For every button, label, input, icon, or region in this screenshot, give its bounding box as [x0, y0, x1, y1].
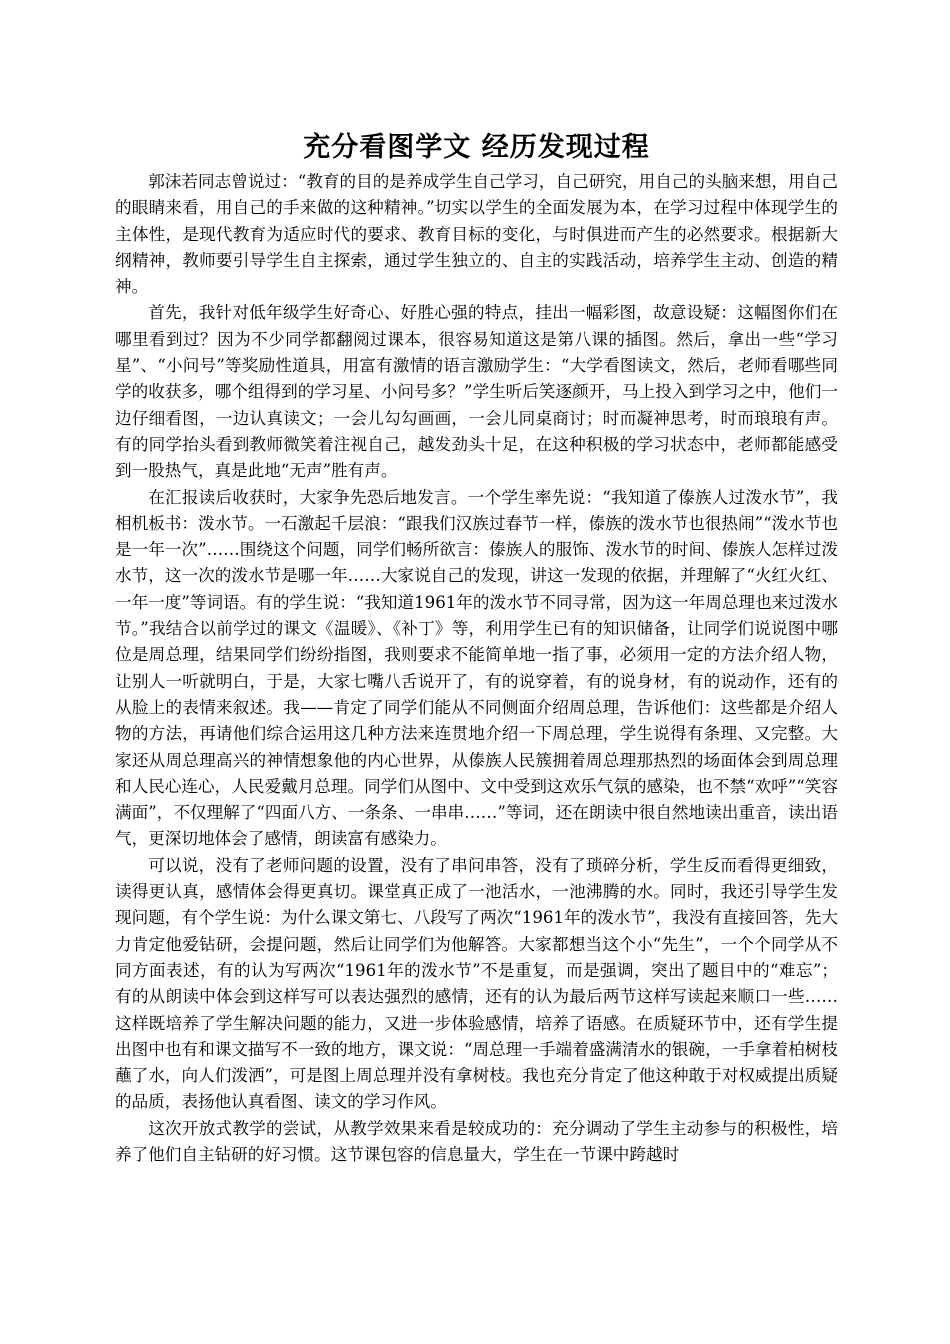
paragraph-2: 首先，我针对低年级学生好奇心、好胜心强的特点，挂出一幅彩图，故意设疑：这幅图你们在哪里看到过？因为不少同学都翻阅过课本，很容易知道这是第八课的插图。然后，拿出一些“学习星”、“小问号”等奖励性道具，用富有激情的语言激励学生：“大学看图读文，然后，老师看哪些同学的收获多，哪个组得到的学习星、小问号多？”学生听后笑逐颜开，马上投入到学习之中，他们一边仔细看图，一边认真读文；一会儿勾勾画画，一会儿同桌商讨；时而凝神思考，时而琅琅有声。有的同学抬头看到教师微笑着注视自己，越发劲头十足，在这种积极的学习状态中，老师都能感受到一股热气，真是此地“无声”胜有声。 — [115, 303, 838, 481]
paragraph-4: 可以说，没有了老师问题的设置，没有了串问串答，没有了琐碎分析，学生反而看得更细致，读得更认真，感情体会得更真切。课堂真正成了一池活水，一池沸腾的水。同时，我还引导学生发现问题，有个学生说：为什么课文第七、八段写了两次“1961年的泼水节”，我没有直接回答，先大力肯定他爱钻研，会提问题，然后让同学们为他解答。大家都想当这个小“先生”，一个个同学从不同方面表述，有的认为写两次“1961年的泼水节”不是重复，而是强调，突出了题目中的“难忘”；有的从朗读中体会到这样写可以表达强烈的感情，还有的认为最后两节这样写读起来顺口一些……这样既培养了学生解决问题的能力，又进一步体验感情，培养了语感。在质疑环节中，还有学生提出图中也有和课文描写不一致的地方，课文说：“周总理一手端着盛满清水的银碗，一手拿着柏树枝蘸了水，向人们泼洒”，可是图上周总理并没有拿树枝。我也充分肯定了他这种敢于对权威提出质疑的品质，表扬他认真看图、读文的学习作风。 — [115, 855, 838, 1112]
paragraph-5: 这次开放式教学的尝试，从教学效果来看是较成功的：充分调动了学生主动参与的积极性，培养了他们自主钻研的好习惯。这节课包容的信息量大，学生在一节课中跨越时 — [115, 1118, 838, 1164]
paragraph-1: 郭沫若同志曾说过：“教育的目的是养成学生自己学习，自己研究，用自己的头脑来想，用自己的眼睛来看，用自己的手来做的这种精神。”切实以学生的全面发展为本，在学习过程中体现学生的主体性，是现代教育为适应时代的要求、教育目标的变化，与时俱进而产生的必然要求。根据新大纲精神，教师要引导学生自主探索，通过学生独立的、自主的实践活动，培养学生主动、创造的精神。 — [115, 172, 838, 297]
paragraph-3: 在汇报读后收获时，大家争先恐后地发言。一个学生率先说：“我知道了傣族人过泼水节”，我相机板书：泼水节。一石激起千层浪：“跟我们汉族过春节一样，傣族的泼水节也很热闹”“泼水节也是一年一次”……围绕这个问题，同学们畅所欲言：傣族人的服饰、泼水节的时间、傣族人怎样过泼水节，这一次的泼水节是哪一年……大家说自己的发现，讲这一发现的依据，并理解了“火红火红、一年一度”等词语。有的学生说：“我知道1961年的泼水节不同寻常，因为这一年周总理也来过泼水节。”我结合以前学过的课文《温暖》、《补丁》等，利用学生已有的知识储备，让同学们说说图中哪位是周总理，结果同学们纷纷指图，我则要求不能简单地一指了事，必须用一定的方法介绍人物，让别人一听就明白，于是，大家七嘴八舌说开了，有的说穿着，有的说身材，有的说动作，还有的从脸上的表情来叙述。我——肯定了同学们能从不同侧面介绍周总理，告诉他们：这些都是介绍人物的方法，再请他们综合运用这几种方法来连贯地介绍一下周总理，学生说得有条理、又完整。大家还从周总理高兴的神情想象他的内心世界，从傣族人民簇拥着周总理那热烈的场面体会到周总理和人民心连心，人民爱戴月总理。同学们从图中、文中受到这欢乐气氛的感染，也不禁“欢呼”“笑容满面”，不仅理解了“四面八方、一条条、一串串……”等词，还在朗读中很自然地读出重音，读出语气，更深切地体会了感情，朗读富有感染力。 — [115, 487, 838, 849]
document-title: 充分看图学文 经历发现过程 — [303, 132, 650, 163]
document-page — [115, 128, 838, 1168]
